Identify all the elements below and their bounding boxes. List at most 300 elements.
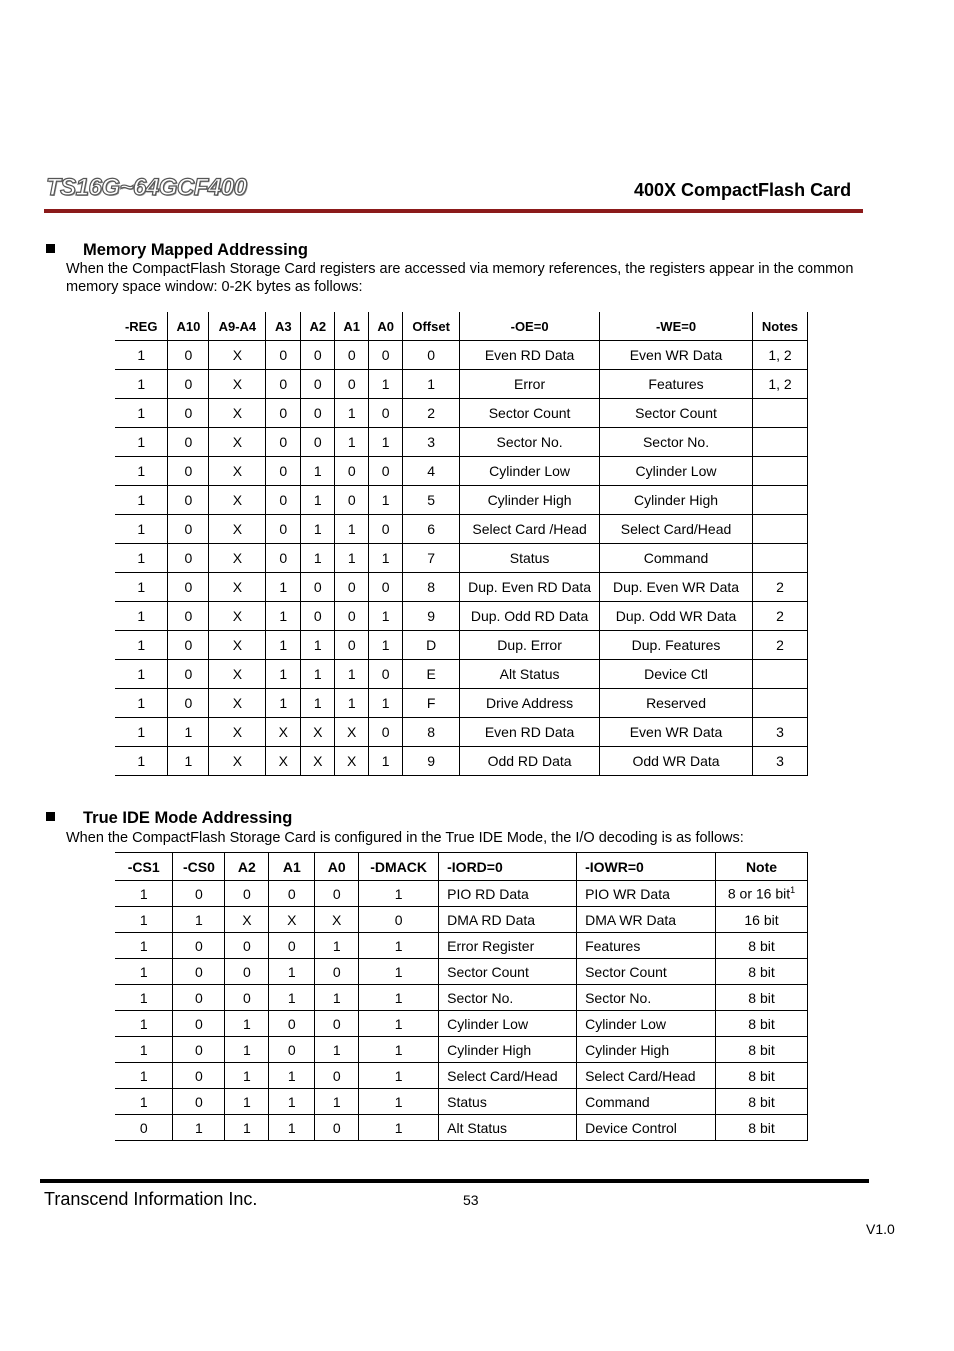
table-cell bbox=[225, 1115, 269, 1141]
cell-value: 0 bbox=[287, 1041, 296, 1058]
cell-value: 1 bbox=[137, 753, 146, 769]
table-cell bbox=[716, 1063, 808, 1089]
cell-value: Cylinder High bbox=[634, 492, 719, 508]
table-cell bbox=[115, 881, 173, 907]
cell-value: 8 bit bbox=[748, 1067, 775, 1084]
cell-value: F bbox=[426, 695, 436, 711]
table-cell bbox=[439, 985, 577, 1011]
cell-value: Cylinder Low bbox=[635, 463, 717, 479]
cell-value: 0 bbox=[195, 1041, 203, 1058]
cell-value: 0 bbox=[381, 579, 390, 595]
table-cell bbox=[600, 747, 753, 776]
table-cell bbox=[600, 370, 753, 399]
table-header-row bbox=[115, 312, 808, 341]
cell-value: Features bbox=[585, 937, 641, 954]
table-cell bbox=[752, 689, 807, 718]
table-cell bbox=[403, 660, 460, 689]
table-cell bbox=[301, 370, 335, 399]
cell-value: 1 bbox=[394, 1067, 403, 1084]
cell-value: 1 bbox=[313, 666, 322, 682]
cell-value: 0 bbox=[381, 724, 390, 740]
table-cell bbox=[369, 689, 403, 718]
cell-value: 3 bbox=[776, 753, 784, 769]
table-cell bbox=[460, 660, 600, 689]
table-cell bbox=[577, 907, 716, 933]
table-cell bbox=[115, 486, 168, 515]
table-cell bbox=[115, 515, 168, 544]
table-cell bbox=[115, 907, 173, 933]
table-row bbox=[115, 933, 808, 959]
cell-value: Select Card/Head bbox=[585, 1067, 696, 1084]
table-cell bbox=[168, 486, 209, 515]
cell-value: 1 bbox=[137, 608, 146, 624]
cell-value: X bbox=[232, 463, 243, 479]
table-row bbox=[115, 486, 808, 515]
table-cell bbox=[301, 544, 335, 573]
table-cell bbox=[209, 515, 266, 544]
table-cell bbox=[752, 370, 807, 399]
cell-value: D bbox=[426, 637, 437, 653]
cell-value: 1 bbox=[332, 937, 341, 954]
cell-value: 1 bbox=[287, 989, 296, 1006]
table-cell bbox=[209, 689, 266, 718]
cell-value: 3 bbox=[776, 724, 784, 740]
table-cell bbox=[752, 747, 807, 776]
table-cell bbox=[173, 881, 225, 907]
cell-value: 0 bbox=[332, 1067, 341, 1084]
cell-value: X bbox=[347, 753, 357, 769]
table-cell bbox=[369, 718, 403, 747]
table-cell bbox=[403, 457, 460, 486]
cell-value: 1 bbox=[347, 666, 356, 682]
cell-value: Dup. Odd RD Data bbox=[470, 608, 589, 624]
cell-value: Alt Status bbox=[447, 1119, 508, 1136]
table-cell bbox=[403, 631, 460, 660]
cell-value: 1, 2 bbox=[768, 347, 792, 363]
cell-value: 0 bbox=[279, 405, 288, 421]
cell-value: Sector Count bbox=[635, 405, 717, 421]
table-cell bbox=[209, 399, 266, 428]
table-cell bbox=[600, 457, 753, 486]
cell-value: 0 bbox=[347, 608, 356, 624]
section-heading-true-ide bbox=[46, 809, 292, 828]
cell-value: Features bbox=[648, 376, 704, 392]
table-cell bbox=[369, 602, 403, 631]
section-heading-text: Memory Mapped Addressing bbox=[83, 241, 308, 259]
cell-value: 1 bbox=[347, 521, 356, 537]
table-cell bbox=[269, 907, 315, 933]
table-cell bbox=[752, 515, 807, 544]
table-cell bbox=[315, 959, 359, 985]
cell-value: 0 bbox=[347, 347, 356, 363]
table-cell bbox=[460, 602, 600, 631]
cell-value: Alt Status bbox=[499, 666, 560, 682]
table-cell bbox=[335, 341, 369, 370]
square-bullet-icon bbox=[46, 812, 55, 821]
cell-value: 0 bbox=[184, 608, 193, 624]
table-row bbox=[115, 907, 808, 933]
section-heading-memory-mapped bbox=[46, 241, 308, 260]
cell-value: 2 bbox=[776, 637, 784, 653]
table-cell bbox=[460, 544, 600, 573]
column-header: A1 bbox=[335, 312, 369, 341]
table-cell bbox=[600, 689, 753, 718]
table-cell bbox=[266, 515, 301, 544]
table-cell bbox=[115, 1089, 173, 1115]
cell-value: 0 bbox=[287, 885, 296, 902]
table-cell bbox=[209, 486, 266, 515]
cell-value: 0 bbox=[195, 1015, 203, 1032]
table-cell bbox=[752, 602, 807, 631]
column-header: Note bbox=[716, 853, 808, 881]
cell-value: X bbox=[347, 724, 357, 740]
cell-value: 0 bbox=[313, 347, 322, 363]
table-cell bbox=[439, 1089, 577, 1115]
cell-value: 1 bbox=[195, 1119, 203, 1136]
table-cell bbox=[115, 341, 168, 370]
table-cell bbox=[460, 370, 600, 399]
table-row bbox=[115, 985, 808, 1011]
table-cell bbox=[369, 660, 403, 689]
cell-value: 0 bbox=[332, 1119, 341, 1136]
table-cell bbox=[301, 573, 335, 602]
cell-value: X bbox=[332, 911, 342, 928]
table-cell bbox=[369, 515, 403, 544]
cell-value: 1 bbox=[381, 550, 390, 566]
cell-value: 8 bbox=[427, 579, 436, 595]
cell-value: 1 bbox=[394, 989, 403, 1006]
cell-value: 1 bbox=[313, 695, 322, 711]
cell-value: 1 bbox=[137, 463, 146, 479]
cell-value: 1 bbox=[242, 1015, 251, 1032]
cell-value: 0 bbox=[347, 492, 356, 508]
cell-value: Select Card /Head bbox=[472, 521, 587, 537]
table-cell bbox=[335, 660, 369, 689]
cell-value: 0 bbox=[287, 1015, 296, 1032]
cell-value: 1 bbox=[184, 753, 193, 769]
table-cell bbox=[752, 428, 807, 457]
cell-value: 1 bbox=[137, 637, 146, 653]
cell-value: 1 bbox=[313, 550, 322, 566]
cell-value: E bbox=[426, 666, 436, 682]
table-cell bbox=[335, 689, 369, 718]
cell-value: 9 bbox=[427, 753, 436, 769]
cell-value: DMA RD Data bbox=[447, 911, 536, 928]
cell-value: 0 bbox=[139, 1119, 148, 1136]
table-cell bbox=[315, 1011, 359, 1037]
cell-value: 1 bbox=[195, 911, 203, 928]
table-cell bbox=[403, 689, 460, 718]
cell-value: X bbox=[232, 492, 243, 508]
table-cell bbox=[209, 341, 266, 370]
cell-value: Device Control bbox=[585, 1119, 677, 1136]
table-cell bbox=[225, 1089, 269, 1115]
cell-value: 0 bbox=[195, 989, 203, 1006]
table-row bbox=[115, 631, 808, 660]
table-cell bbox=[173, 1037, 225, 1063]
table-cell bbox=[600, 573, 753, 602]
table-cell bbox=[168, 399, 209, 428]
column-header: Notes bbox=[752, 312, 807, 341]
table-cell bbox=[209, 747, 266, 776]
cell-value: Dup. Odd WR Data bbox=[615, 608, 737, 624]
cell-value: 1 bbox=[313, 521, 322, 537]
cell-value: 1 bbox=[394, 1041, 403, 1058]
cell-value: 0 bbox=[184, 579, 193, 595]
cell-value: X bbox=[232, 347, 243, 363]
table-cell bbox=[403, 718, 460, 747]
table-cell bbox=[209, 718, 266, 747]
cell-value: 1 bbox=[313, 463, 322, 479]
cell-value: 1 bbox=[139, 911, 148, 928]
table-header-row bbox=[115, 853, 808, 881]
table-row bbox=[115, 428, 808, 457]
cell-value: Cylinder High bbox=[447, 1041, 532, 1058]
table-cell bbox=[225, 933, 269, 959]
cell-value: 1 bbox=[137, 666, 146, 682]
cell-value: 0 bbox=[184, 463, 193, 479]
table-cell bbox=[115, 428, 168, 457]
table-cell bbox=[577, 1089, 716, 1115]
cell-value: 1 bbox=[394, 1093, 403, 1110]
cell-value: Select Card/Head bbox=[447, 1067, 558, 1084]
table-cell bbox=[168, 747, 209, 776]
cell-value: 0 bbox=[184, 666, 193, 682]
table-cell bbox=[173, 1063, 225, 1089]
table-cell bbox=[269, 959, 315, 985]
cell-value: 1 bbox=[381, 753, 390, 769]
table-row bbox=[115, 370, 808, 399]
table-cell bbox=[168, 689, 209, 718]
table-cell bbox=[335, 399, 369, 428]
column-header: -CS1 bbox=[115, 853, 173, 881]
section-body-true-ide: When the CompactFlash Storage Card is configured in the True IDE Mode, the I/O decoding is as follows: bbox=[66, 830, 744, 846]
footer-company: Transcend Information Inc. bbox=[44, 1189, 258, 1209]
cell-value: PIO RD Data bbox=[447, 885, 529, 902]
cell-value: 0 bbox=[279, 521, 288, 537]
cell-value: X bbox=[232, 550, 243, 566]
table-cell bbox=[335, 457, 369, 486]
cell-value: 0 bbox=[195, 1067, 203, 1084]
table-cell bbox=[315, 1089, 359, 1115]
table-cell bbox=[369, 370, 403, 399]
cell-value: 6 bbox=[427, 521, 436, 537]
table-cell bbox=[403, 341, 460, 370]
table-cell bbox=[301, 631, 335, 660]
table-cell bbox=[209, 457, 266, 486]
cell-value: 1 bbox=[279, 579, 288, 595]
table-cell bbox=[115, 689, 168, 718]
cell-value: X bbox=[287, 911, 297, 928]
cell-value: Status bbox=[509, 550, 550, 566]
table-cell bbox=[115, 631, 168, 660]
cell-value: 1 bbox=[139, 937, 148, 954]
table-cell bbox=[359, 1011, 439, 1037]
cell-value: Cylinder High bbox=[487, 492, 572, 508]
table-cell bbox=[269, 881, 315, 907]
cell-value: 1 bbox=[139, 885, 148, 902]
table-row bbox=[115, 959, 808, 985]
cell-value: 0 bbox=[279, 463, 288, 479]
cell-value: Cylinder Low bbox=[447, 1015, 529, 1032]
cell-value: 1 bbox=[137, 724, 146, 740]
table-cell bbox=[403, 428, 460, 457]
table-cell bbox=[752, 399, 807, 428]
cell-value: Device Ctl bbox=[644, 666, 708, 682]
cell-value: Odd WR Data bbox=[632, 753, 720, 769]
footer-rule bbox=[40, 1179, 869, 1183]
cell-value: Even RD Data bbox=[484, 347, 575, 363]
cell-value: X bbox=[278, 724, 288, 740]
table-cell bbox=[115, 1011, 173, 1037]
table-cell bbox=[359, 959, 439, 985]
cell-value: 8 bit bbox=[748, 963, 775, 980]
cell-value: 1 bbox=[137, 492, 146, 508]
table-cell bbox=[369, 399, 403, 428]
table-cell bbox=[269, 1115, 315, 1141]
table-cell bbox=[266, 428, 301, 457]
table-cell bbox=[225, 1011, 269, 1037]
cell-value: DMA WR Data bbox=[585, 911, 677, 928]
cell-value: Sector No. bbox=[447, 989, 514, 1006]
cell-value: 1 bbox=[139, 963, 148, 980]
cell-value: 8 bit bbox=[748, 1041, 775, 1058]
table-cell bbox=[173, 1115, 225, 1141]
table-cell bbox=[115, 985, 173, 1011]
table-cell bbox=[369, 457, 403, 486]
table-cell bbox=[577, 1115, 716, 1141]
table-cell bbox=[168, 573, 209, 602]
table-cell bbox=[301, 486, 335, 515]
table-cell bbox=[115, 544, 168, 573]
table-cell bbox=[225, 959, 269, 985]
cell-value: X bbox=[242, 911, 252, 928]
cell-value: 8 bit bbox=[748, 1015, 775, 1032]
cell-value: Sector Count bbox=[585, 963, 667, 980]
cell-value: 1 bbox=[313, 637, 322, 653]
table-row bbox=[115, 660, 808, 689]
table-cell bbox=[600, 602, 753, 631]
table-cell bbox=[269, 1089, 315, 1115]
table-cell bbox=[266, 747, 301, 776]
cell-value: Dup. Even RD Data bbox=[468, 579, 592, 595]
table-cell bbox=[577, 1037, 716, 1063]
cell-value: 8 bbox=[427, 724, 436, 740]
table-cell bbox=[439, 1115, 577, 1141]
cell-value: 2 bbox=[776, 579, 784, 595]
table-cell bbox=[209, 428, 266, 457]
table-cell bbox=[315, 881, 359, 907]
table-cell bbox=[168, 370, 209, 399]
table-cell bbox=[173, 933, 225, 959]
table-cell bbox=[266, 486, 301, 515]
table-row bbox=[115, 573, 808, 602]
cell-value: X bbox=[232, 695, 243, 711]
table-cell bbox=[209, 544, 266, 573]
cell-value: X bbox=[232, 579, 243, 595]
cell-value: 0 bbox=[427, 347, 436, 363]
cell-value: 1 bbox=[287, 1119, 296, 1136]
table-cell bbox=[266, 341, 301, 370]
cell-value: 0 bbox=[184, 637, 193, 653]
table-cell bbox=[716, 1115, 808, 1141]
table-cell bbox=[209, 602, 266, 631]
table-cell bbox=[600, 718, 753, 747]
table-row bbox=[115, 718, 808, 747]
cell-value: 1 bbox=[137, 434, 146, 450]
table-cell bbox=[752, 486, 807, 515]
page-number: 53 bbox=[463, 1192, 479, 1208]
cell-value: 1 bbox=[394, 1015, 403, 1032]
table-cell bbox=[315, 1037, 359, 1063]
table-row bbox=[115, 1037, 808, 1063]
cell-value: 1 bbox=[381, 637, 390, 653]
cell-value: 1 bbox=[137, 550, 146, 566]
table-cell bbox=[369, 573, 403, 602]
cell-value: 0 bbox=[195, 885, 203, 902]
table-cell bbox=[266, 457, 301, 486]
table-row bbox=[115, 1011, 808, 1037]
document-version: V1.0 bbox=[866, 1221, 895, 1237]
column-header: A0 bbox=[315, 853, 359, 881]
cell-value: 1 bbox=[137, 695, 146, 711]
cell-value: 0 bbox=[381, 666, 390, 682]
table-cell bbox=[315, 933, 359, 959]
table-cell bbox=[752, 631, 807, 660]
cell-value: 1 bbox=[287, 963, 296, 980]
table-cell bbox=[269, 1063, 315, 1089]
cell-value: Status bbox=[447, 1093, 487, 1110]
table-cell bbox=[359, 933, 439, 959]
table-cell bbox=[403, 747, 460, 776]
table-cell bbox=[460, 689, 600, 718]
cell-value: 1 bbox=[279, 608, 288, 624]
table-cell bbox=[266, 573, 301, 602]
cell-value: Dup. Error bbox=[497, 637, 562, 653]
table-cell bbox=[359, 907, 439, 933]
table-cell bbox=[752, 573, 807, 602]
cell-value: 1 bbox=[332, 1093, 341, 1110]
cell-value: 0 bbox=[242, 937, 251, 954]
cell-value: 0 bbox=[195, 937, 203, 954]
cell-value: 1 bbox=[347, 434, 356, 450]
column-header: -DMACK bbox=[359, 853, 439, 881]
table-cell bbox=[369, 747, 403, 776]
table-cell bbox=[301, 660, 335, 689]
column-header: Offset bbox=[403, 312, 460, 341]
cell-value: 2 bbox=[427, 405, 436, 421]
cell-value: 1 bbox=[242, 1067, 251, 1084]
cell-value: X bbox=[278, 753, 288, 769]
cell-value: 8 bit bbox=[748, 989, 775, 1006]
cell-value: 3 bbox=[427, 434, 436, 450]
table-cell bbox=[439, 907, 577, 933]
cell-value: 0 bbox=[347, 463, 356, 479]
table-cell bbox=[403, 544, 460, 573]
cell-value: 0 bbox=[381, 405, 390, 421]
table-cell bbox=[460, 515, 600, 544]
table-cell bbox=[335, 428, 369, 457]
cell-value: Dup. Even WR Data bbox=[612, 579, 740, 595]
table-row bbox=[115, 515, 808, 544]
table-cell bbox=[315, 985, 359, 1011]
table-cell bbox=[301, 457, 335, 486]
table-cell bbox=[577, 933, 716, 959]
cell-value: 1 bbox=[347, 550, 356, 566]
cell-value: 0 bbox=[313, 608, 322, 624]
cell-value: 8 bit bbox=[748, 1119, 775, 1136]
cell-value: Even WR Data bbox=[629, 724, 723, 740]
